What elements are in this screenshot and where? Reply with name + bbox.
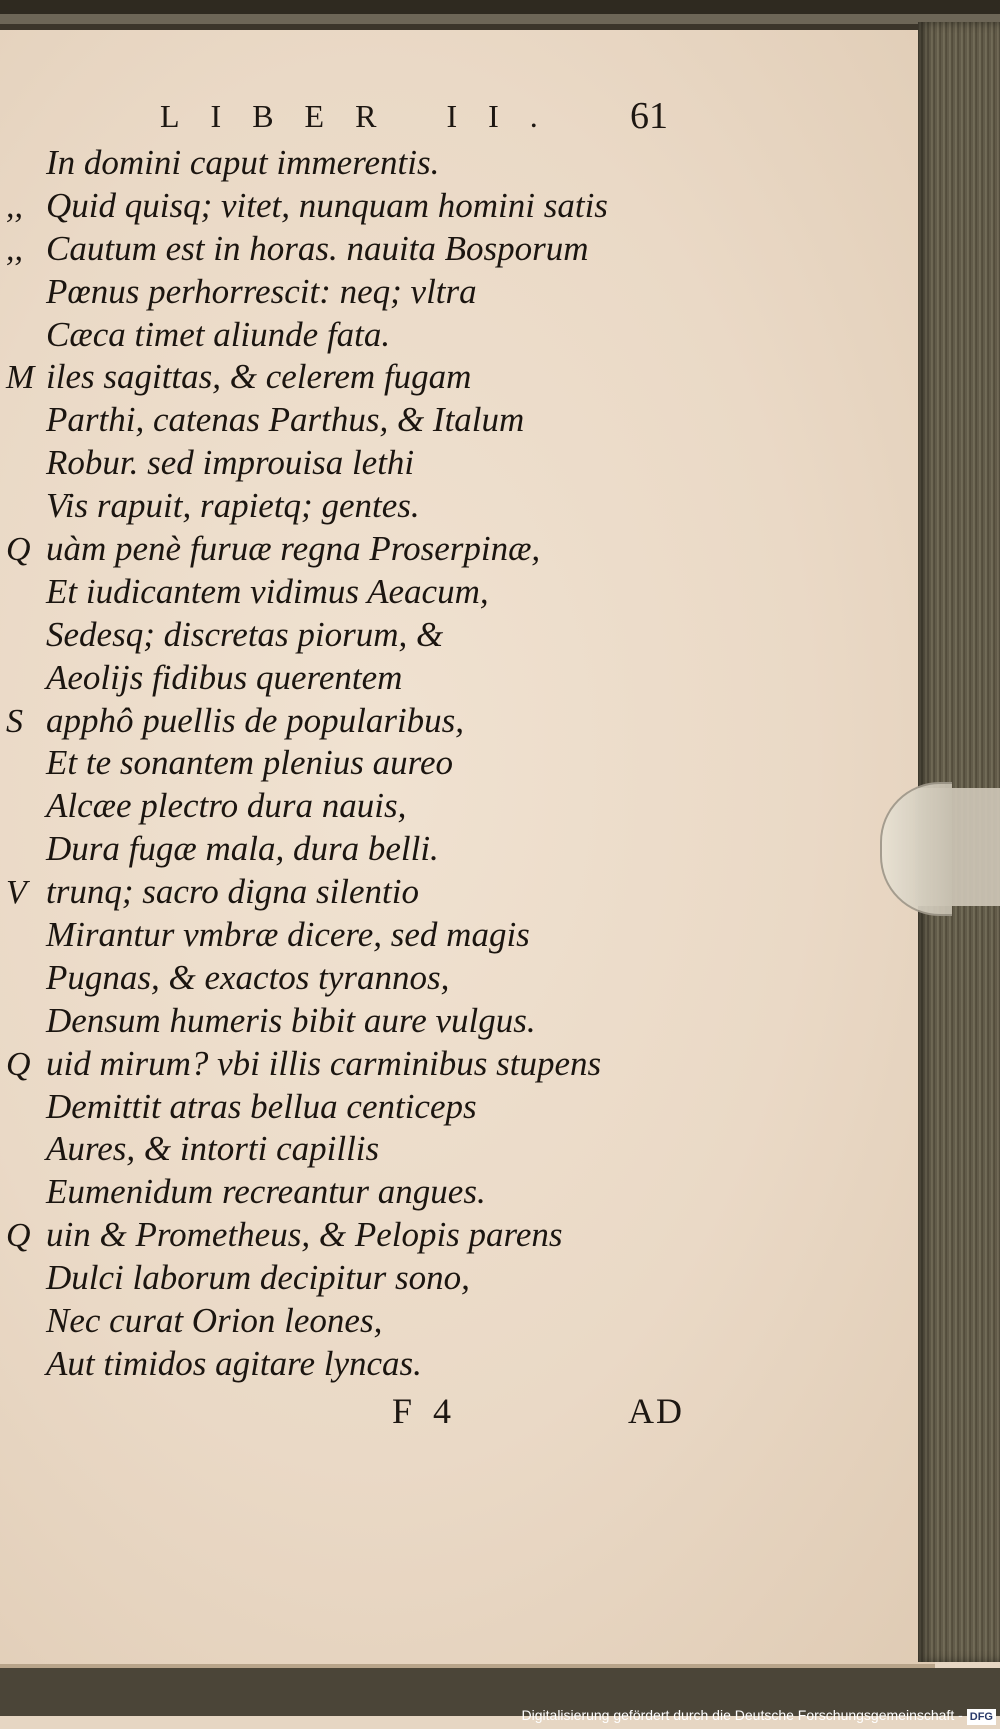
verse-line — [0, 742, 760, 785]
verse-line — [0, 1214, 760, 1257]
verse-text: Demittit atras bellua centiceps — [46, 1086, 477, 1126]
verse-text: Dura fugæ mala, dura belli. — [46, 829, 439, 869]
footer-text: Digitalisierung gefördert durch die Deutsche Forschungsgemeinschaft - — [521, 1707, 963, 1723]
verse-margin-mark: Q — [6, 1217, 31, 1255]
verse-text: Robur. sed improuisa lethi — [46, 443, 415, 483]
verse-margin-mark: ,, — [6, 187, 23, 225]
verse-text: Pugnas, & exactos tyrannos, — [46, 957, 450, 997]
verse-text: Et iudicantem vidimus Aeacum, — [46, 571, 489, 611]
verse-block — [0, 142, 760, 1386]
page-number: 61 — [630, 95, 668, 137]
verse-line — [0, 528, 760, 571]
verse-line — [0, 1086, 760, 1129]
verse-text: uid mirum? vbi illis carminibus stupens — [46, 1043, 602, 1083]
verse-text: Quid quisq; vitet, nunquam homini satis — [46, 185, 608, 225]
verse-text: trunq; sacro digna silentio — [46, 872, 420, 912]
page-header — [160, 95, 700, 138]
catchword: AD — [628, 1391, 684, 1431]
verse-line — [0, 871, 760, 914]
verse-margin-mark: Q — [6, 531, 31, 569]
verse-line — [0, 399, 760, 442]
verse-text: Aeolijs fidibus querentem — [46, 657, 403, 697]
verse-line — [0, 785, 760, 828]
verse-text: Nec curat Orion leones, — [46, 1301, 383, 1341]
verse-text: Eumenidum recreantur angues. — [46, 1172, 486, 1212]
verse-line — [0, 571, 760, 614]
verse-text: Parthi, catenas Parthus, & Italum — [46, 400, 525, 440]
verse-line — [0, 356, 760, 399]
verse-text: Et te sonantem plenius aureo — [46, 743, 453, 783]
verse-text: Mirantur vmbræ dicere, sed magis — [46, 915, 530, 955]
verse-text: Densum humeris bibit aure vulgus. — [46, 1000, 536, 1040]
verse-text: Cautum est in horas. nauita Bosporum — [46, 228, 589, 268]
verse-text: apphô puellis de popularibus, — [46, 700, 465, 740]
verse-line — [0, 957, 760, 1000]
verse-text: Aures, & intorti capillis — [46, 1129, 380, 1169]
verse-text: Aut timidos agitare lyncas. — [46, 1343, 422, 1383]
verse-line — [0, 1043, 760, 1086]
verse-line — [0, 314, 760, 357]
verse-line — [0, 914, 760, 957]
verse-line — [0, 1257, 760, 1300]
verse-text: Alcæe plectro dura nauis, — [46, 786, 407, 826]
verse-line — [0, 614, 760, 657]
verse-margin-mark: ,, — [6, 230, 23, 268]
running-head: LIBER II. — [160, 98, 569, 134]
verse-line — [0, 1128, 760, 1171]
verse-margin-mark: V — [6, 874, 27, 912]
verse-line — [0, 1300, 760, 1343]
verse-line — [0, 485, 760, 528]
verse-line — [0, 1171, 760, 1214]
verse-text: Pœnus perhorrescit: neq; vltra — [46, 271, 477, 311]
verse-line — [0, 1000, 760, 1043]
dfg-logo: DFG — [967, 1709, 996, 1725]
verse-text: uin & Prometheus, & Pelopis parens — [46, 1215, 563, 1255]
verse-line — [0, 142, 760, 185]
verse-text: Dulci laborum decipitur sono, — [46, 1258, 470, 1298]
signature-mark: F 4 — [392, 1391, 458, 1431]
verse-margin-mark: M — [6, 359, 35, 397]
verse-text: In domini caput immerentis. — [46, 143, 440, 182]
verse-margin-mark: Q — [6, 1045, 31, 1083]
verse-line — [0, 1343, 760, 1386]
verse-line — [0, 271, 760, 314]
verse-line — [0, 228, 760, 271]
verse-text: Sedesq; discretas piorum, & — [46, 614, 444, 654]
verse-text: uàm penè furuæ regna Proserpinæ, — [46, 529, 541, 569]
verse-text: iles sagittas, & celerem fugam — [46, 357, 472, 397]
verse-line — [0, 442, 760, 485]
verse-text: Cæca timet aliunde fata. — [46, 314, 391, 354]
verse-line — [0, 185, 760, 228]
verse-line — [0, 657, 760, 700]
verse-line — [0, 828, 760, 871]
digitization-footer — [522, 1703, 996, 1727]
verse-margin-mark: S — [6, 702, 23, 740]
verse-text: Vis rapuit, rapietq; gentes. — [46, 486, 420, 526]
verse-line — [0, 700, 760, 743]
